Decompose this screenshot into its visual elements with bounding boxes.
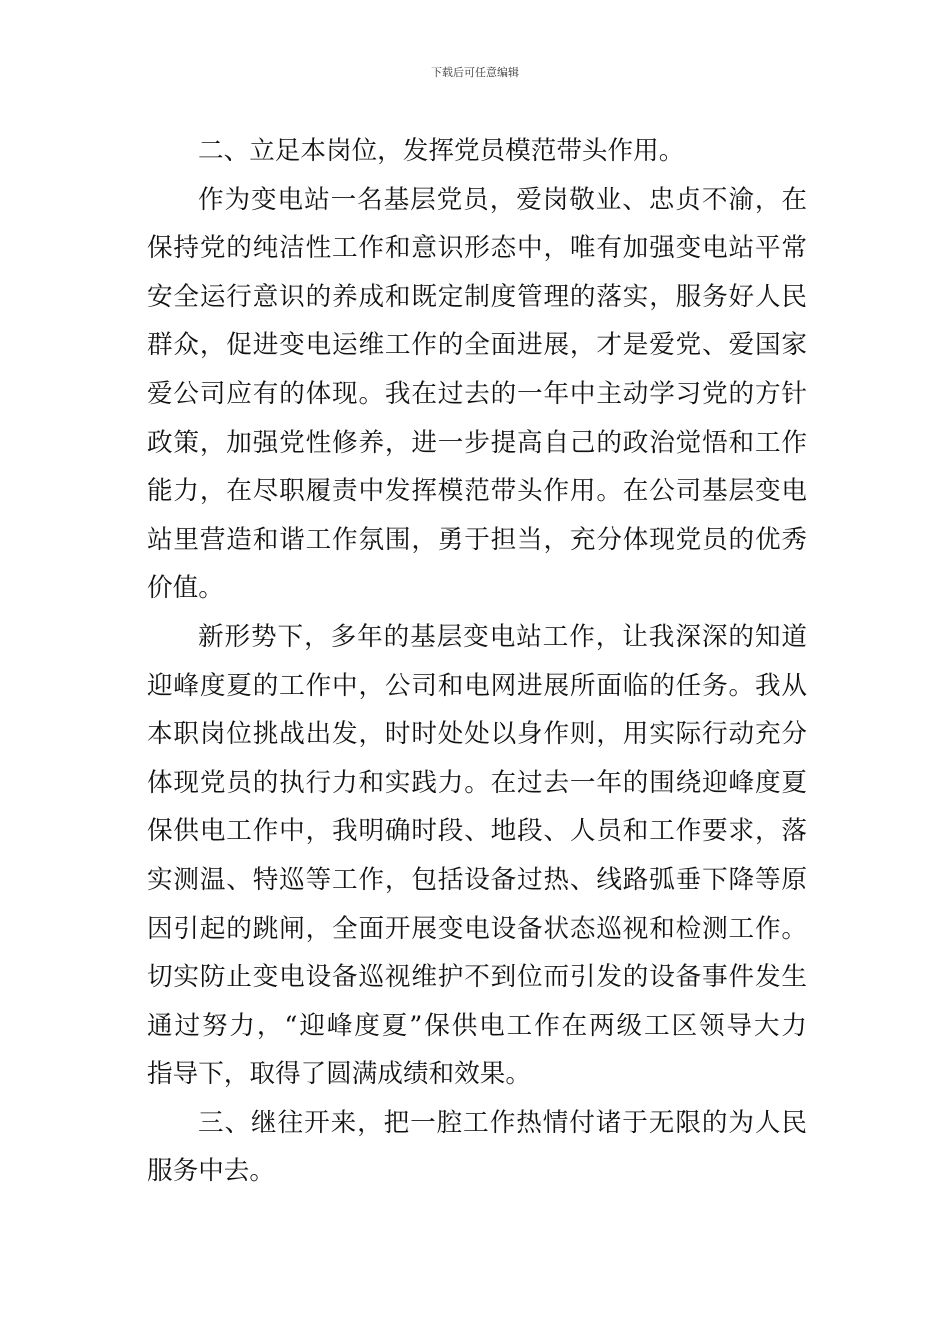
text-line: 能力，在尽职履责中发挥模范带头作用。在公司基层变电 [147,476,807,507]
text-line: 二、立足本岗位，发挥党员模范带头作用。 [198,136,685,166]
text-line: 新形势下，多年的基层变电站工作，让我深深的知道 [198,621,807,652]
text-line: 政策，加强党性修养，进一步提高自己的政治觉悟和工作 [147,427,807,458]
text-line: 服务中去。 [147,1156,275,1187]
text-line: 爱公司应有的体现。我在过去的一年中主动学习党的方针 [147,378,807,409]
text-line: 保持党的纯洁性工作和意识形态中，唯有加强变电站平常 [147,233,807,264]
text-line: 群众，促进变电运维工作的全面进展，才是爱党、爱国家 [147,330,807,361]
text-line: 通过努力，“迎峰度夏”保供电工作在两级工区领导大力 [147,1010,807,1041]
page-header-note: 下载后可任意编辑 [431,66,519,79]
document-body [147,127,807,1196]
text-line: 因引起的跳闸，全面开展变电设备状态巡视和检测工作。 [147,913,807,944]
text-line: 切实防止变电设备巡视维护不到位而引发的设备事件发生 [147,962,807,993]
text-line: 迎峰度夏的工作中，公司和电网进展所面临的任务。我从 [147,670,807,701]
text-line: 实测温、特巡等工作，包括设备过热、线路弧垂下降等原 [147,864,807,895]
text-line: 指导下，取得了圆满成绩和效果。 [147,1059,531,1090]
paragraph-party-member-role [147,176,807,613]
paragraph-section-2-heading [147,127,807,176]
text-line: 站里营造和谐工作氛围，勇于担当，充分体现党员的优秀 [147,524,807,555]
text-line: 作为变电站一名基层党员，爱岗敬业、忠贞不渝，在 [198,184,807,215]
text-line: 本职岗位挑战出发，时时处处以身作则，用实际行动充分 [147,719,807,750]
text-line: 安全运行意识的养成和既定制度管理的落实，服务好人民 [147,281,807,312]
text-line: 价值。 [147,573,224,604]
text-line: 保供电工作中，我明确时段、地段、人员和工作要求，落 [147,816,807,847]
paragraph-peak-summer-work [147,613,807,1099]
text-line: 体现党员的执行力和实践力。在过去一年的围绕迎峰度夏 [147,767,807,798]
paragraph-section-3-heading [147,1099,807,1196]
text-line: 三、继往开来，把一腔工作热情付诸于无限的为人民 [198,1107,807,1138]
